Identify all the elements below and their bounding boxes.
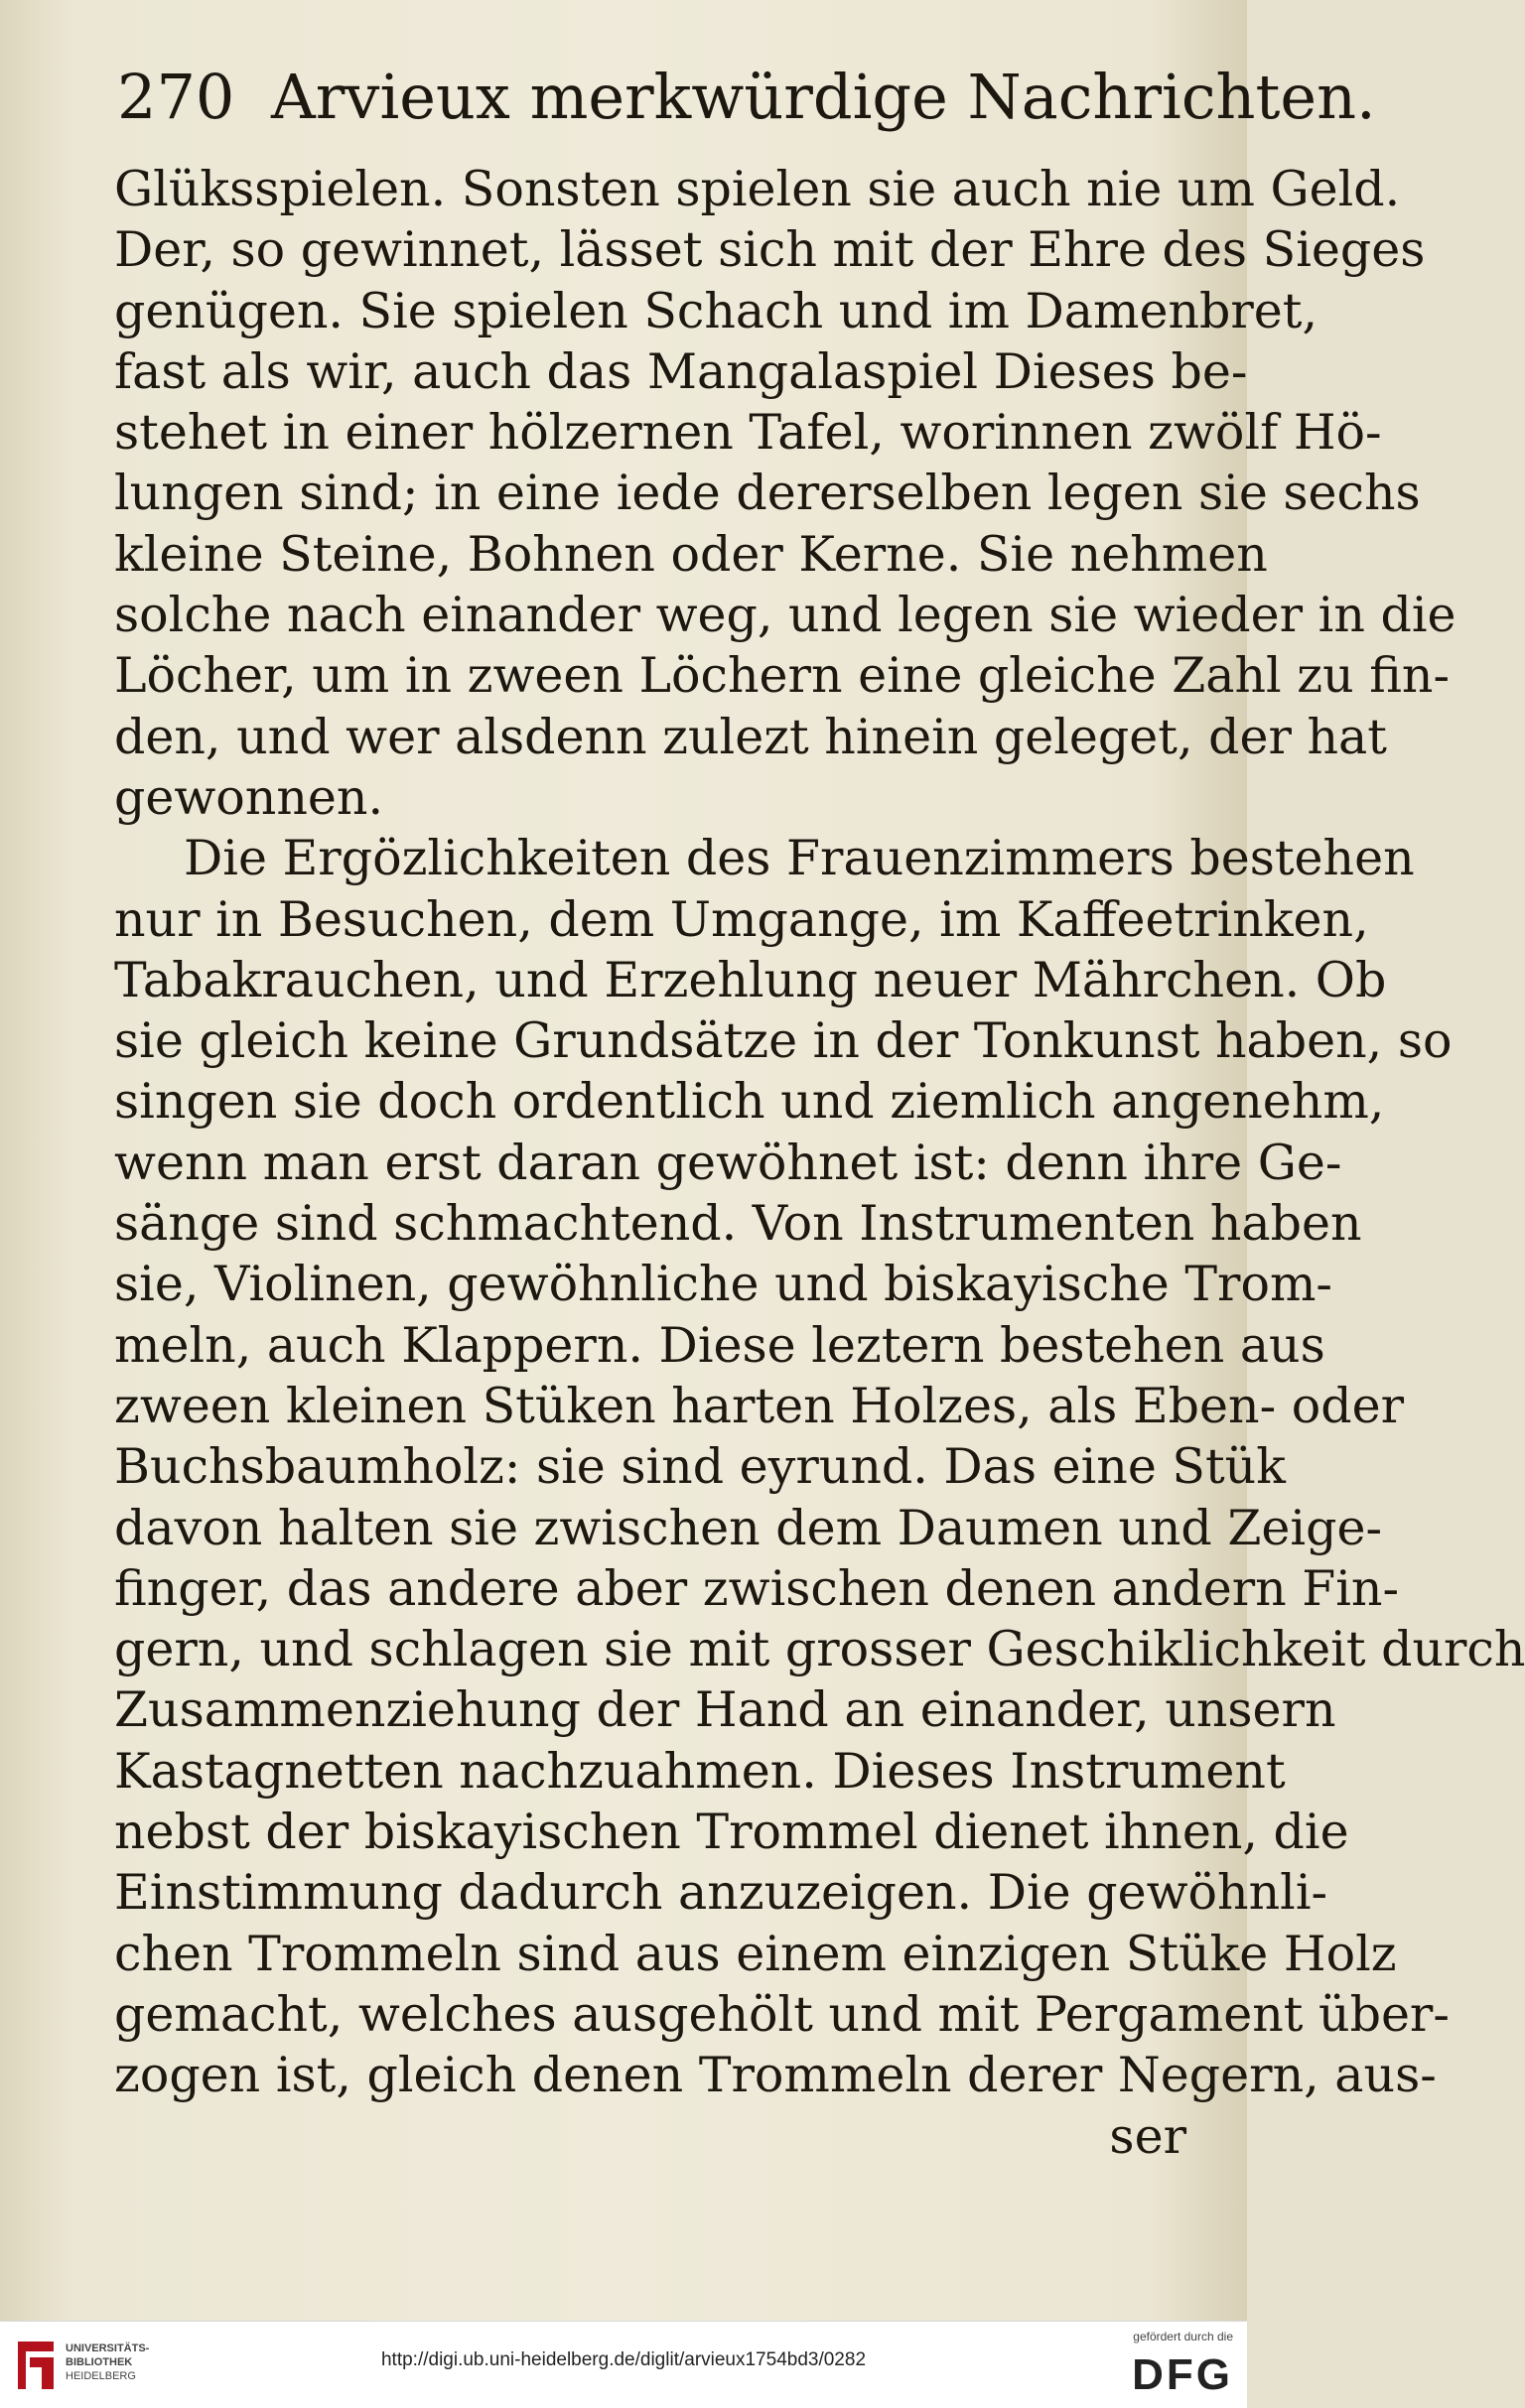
text-line: zogen ist, gleich denen Trommeln derer Negern, aus-	[114, 2047, 1437, 2104]
text-line: sie gleich keine Grundsätze in der Tonkunst haben, so	[114, 1012, 1453, 1070]
text-line: Zusammenziehung der Hand an einander, unsern	[114, 1681, 1336, 1739]
text-line: sie, Violinen, gewöhnliche und biskayische Trom-	[114, 1256, 1332, 1313]
text-line: nebst der biskayischen Trommel dienet ihnen, die	[114, 1804, 1349, 1861]
catchword: ser	[1109, 2107, 1186, 2165]
text-line: meln, auch Klappern. Diese leztern bestehen aus	[114, 1316, 1325, 1374]
library-name-line: HEIDELBERG	[66, 2370, 136, 2382]
text-line: wenn man erst daran gewöhnet ist: denn ihre Ge-	[114, 1134, 1342, 1191]
viewer-footer	[0, 2321, 1247, 2408]
text-line: den, und wer alsdenn zulezt hinein geleget, der hat	[114, 708, 1387, 765]
funding-note: gefördert durch die	[1133, 2330, 1233, 2343]
text-line: Einstimmung dadurch anzuzeigen. Die gewöhnli-	[114, 1864, 1328, 1922]
text-line: Kastagnetten nachzuahmen. Dieses Instrument	[114, 1742, 1286, 1800]
text-line: Tabakrauchen, und Erzehlung neuer Mährchen. Ob	[114, 951, 1387, 1008]
text-line: finger, das andere aber zwischen denen andern Fin-	[114, 1559, 1400, 1617]
text-line: fast als wir, auch das Mangalaspiel Dieses be-	[114, 342, 1248, 400]
dfg-logo[interactable]: DFG	[1132, 2350, 1233, 2399]
text-line: genügen. Sie spielen Schach und im Damenbret,	[114, 282, 1318, 339]
text-line: davon halten sie zwischen dem Daumen und Zeige-	[114, 1499, 1383, 1556]
text-line: kleine Steine, Bohnen oder Kerne. Sie nehmen	[114, 525, 1268, 583]
running-header	[117, 58, 1376, 137]
page-number: 270	[117, 61, 235, 133]
text-line: singen sie doch ordentlich und ziemlich angenehm,	[114, 1073, 1385, 1131]
running-title: Arvieux merkwürdige Nachrichten.	[271, 61, 1376, 133]
text-line: Buchsbaumholz: sie sind eyrund. Das eine Stük	[114, 1438, 1286, 1496]
text-line: gern, und schlagen sie mit grosser Geschiklichkeit durch	[114, 1621, 1525, 1678]
permalink-url[interactable]: http://digi.ub.uni-heidelberg.de/diglit/arvieux1754bd3/0282	[380, 2349, 867, 2370]
text-line: solche nach einander weg, und legen sie wieder in die	[114, 587, 1456, 644]
body-text	[114, 159, 1525, 2167]
text-line: zween kleinen Stüken harten Holzes, als Eben- oder	[114, 1377, 1405, 1434]
text-line: Glüksspielen. Sonsten spielen sie auch nie um Geld.	[114, 161, 1401, 217]
text-line: stehet in einer hölzernen Tafel, worinnen zwölf Hö-	[114, 404, 1382, 462]
library-name-line: BIBLIOTHEK	[66, 2356, 133, 2368]
text-line: gemacht, welches ausgehölt und mit Pergament über-	[114, 1985, 1450, 2043]
text-line: nur in Besuchen, dem Umgange, im Kaffeetrinken,	[114, 890, 1369, 948]
text-line: gewonnen.	[114, 768, 384, 826]
text-line: chen Trommeln sind aus einem einzigen Stüke Holz	[114, 1925, 1397, 1982]
text-line: Der, so gewinnet, lässet sich mit der Ehre des Sieges	[114, 221, 1426, 279]
text-line: lungen sind; in eine iede dererselben legen sie sechs	[114, 465, 1421, 522]
library-name-line: UNIVERSITÄTS-	[66, 2342, 150, 2354]
text-line: Die Ergözlichkeiten des Frauenzimmers bestehen	[184, 830, 1415, 887]
text-line: Löcher, um in zween Löchern eine gleiche Zahl zu fin-	[114, 647, 1451, 705]
text-line: sänge sind schmachtend. Von Instrumenten haben	[114, 1195, 1362, 1253]
